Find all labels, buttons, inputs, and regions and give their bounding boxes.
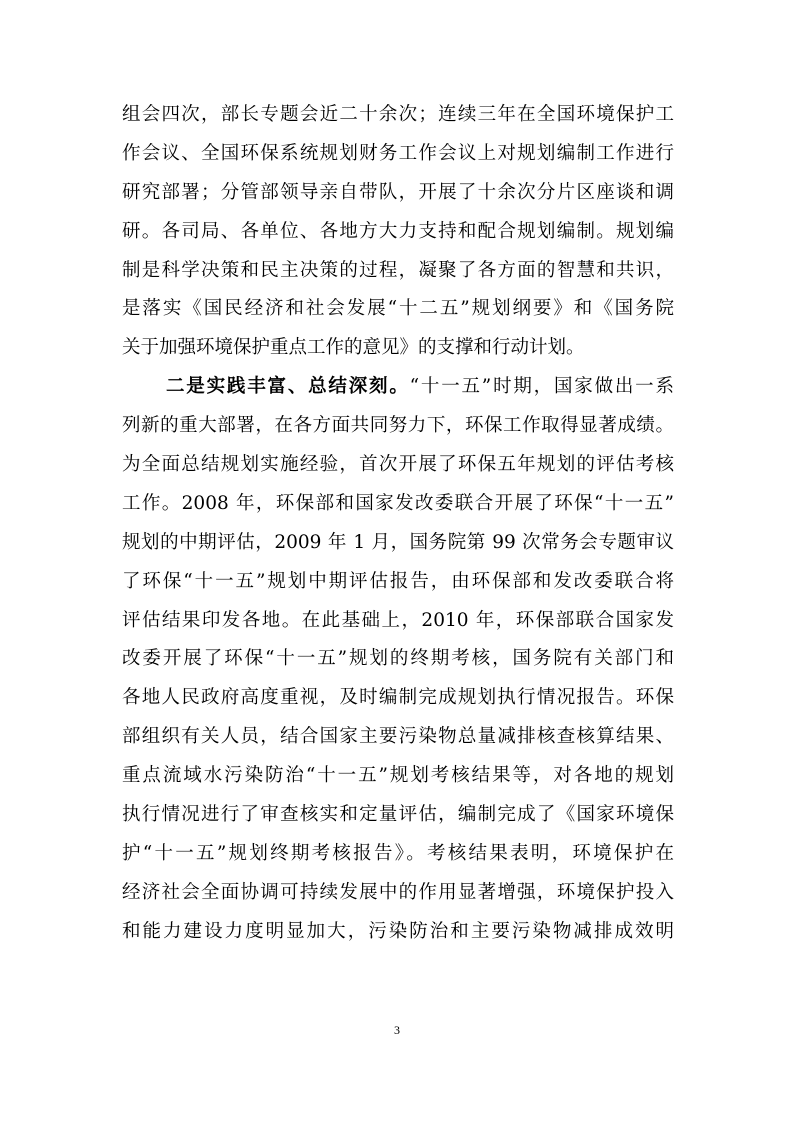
paragraph2-line-11: 重点流域水污染防治“十一五”规划考核结果等，对各地的规划 (122, 765, 674, 787)
paragraph2-line-6: 了环保“十一五”规划中期评估报告，由环保部和发改委联合将 (122, 570, 674, 592)
body-text (122, 96, 674, 952)
paragraph1-line-6: 是落实《国民经济和社会发展“十二五”规划纲要》和《国务院 (122, 298, 674, 320)
paragraph1-line-1: 组会四次，部长专题会近二十余次；连续三年在全国环境保护工 (122, 104, 674, 125)
paragraph2-line-12: 执行情况进行了审查核实和定量评估，编制完成了《国家环境保 (122, 804, 674, 826)
paragraph2-line-8: 改委开展了环保“十一五”规划的终期考核，国务院有关部门和 (122, 648, 674, 670)
paragraph2-line-13: 护“十一五”规划终期考核报告》。考核结果表明，环境保护在 (122, 842, 674, 864)
paragraph2-line-4: 工作。2008 年，环保部和国家发改委联合开展了环保“十一五” (122, 492, 674, 514)
paragraph2-line-2: 列新的重大部署，在各方面共同努力下，环保工作取得显著成绩。 (122, 415, 674, 437)
paragraph2-line-10: 部组织有关人员，结合国家主要污染物总量减排核查核算结果、 (122, 726, 674, 748)
paragraph2-line-14: 经济社会全面协调可持续发展中的作用显著增强，环境保护投入 (122, 881, 674, 903)
paragraph1-line-4: 研。各司局、各单位、各地方大力支持和配合规划编制。规划编 (122, 220, 674, 242)
paragraph2-line-7: 评估结果印发各地。在此基础上，2010 年，环保部联合国家发 (122, 609, 674, 631)
paragraph2-line-15: 和能力建设力度明显加大，污染防治和主要污染物减排成效明 (122, 920, 674, 942)
paragraph1-line-5: 制是科学决策和民主决策的过程，凝聚了各方面的智慧和共识， (122, 259, 674, 281)
paragraph1-line-7: 关于加强环境保护重点工作的意见》的支撑和行动计划。 (122, 337, 585, 359)
paragraph2-line-5: 规划的中期评估，2009 年 1 月，国务院第 99 次常务会专题审议 (122, 531, 674, 553)
page-number: 3 (394, 1023, 400, 1037)
paragraph2-line-9: 各地人民政府高度重视，及时编制完成规划执行情况报告。环保 (122, 687, 674, 709)
paragraph2-heading: 二是实践丰富、总结深刻。 (166, 376, 410, 398)
paragraph1-line-2: 作会议、全国环保系统规划财务工作会议上对规划编制工作进行 (122, 142, 674, 164)
paragraph2-line-3: 为全面总结规划实施经验，首次开展了环保五年规划的评估考核 (122, 454, 674, 476)
paragraph1-line-3: 研究部署；分管部领导亲自带队，开展了十余次分片区座谈和调 (122, 181, 674, 203)
paragraph2-first-line (122, 368, 674, 407)
paragraph2-first-line-text: “十一五”时期，国家做出一系 (409, 376, 674, 398)
